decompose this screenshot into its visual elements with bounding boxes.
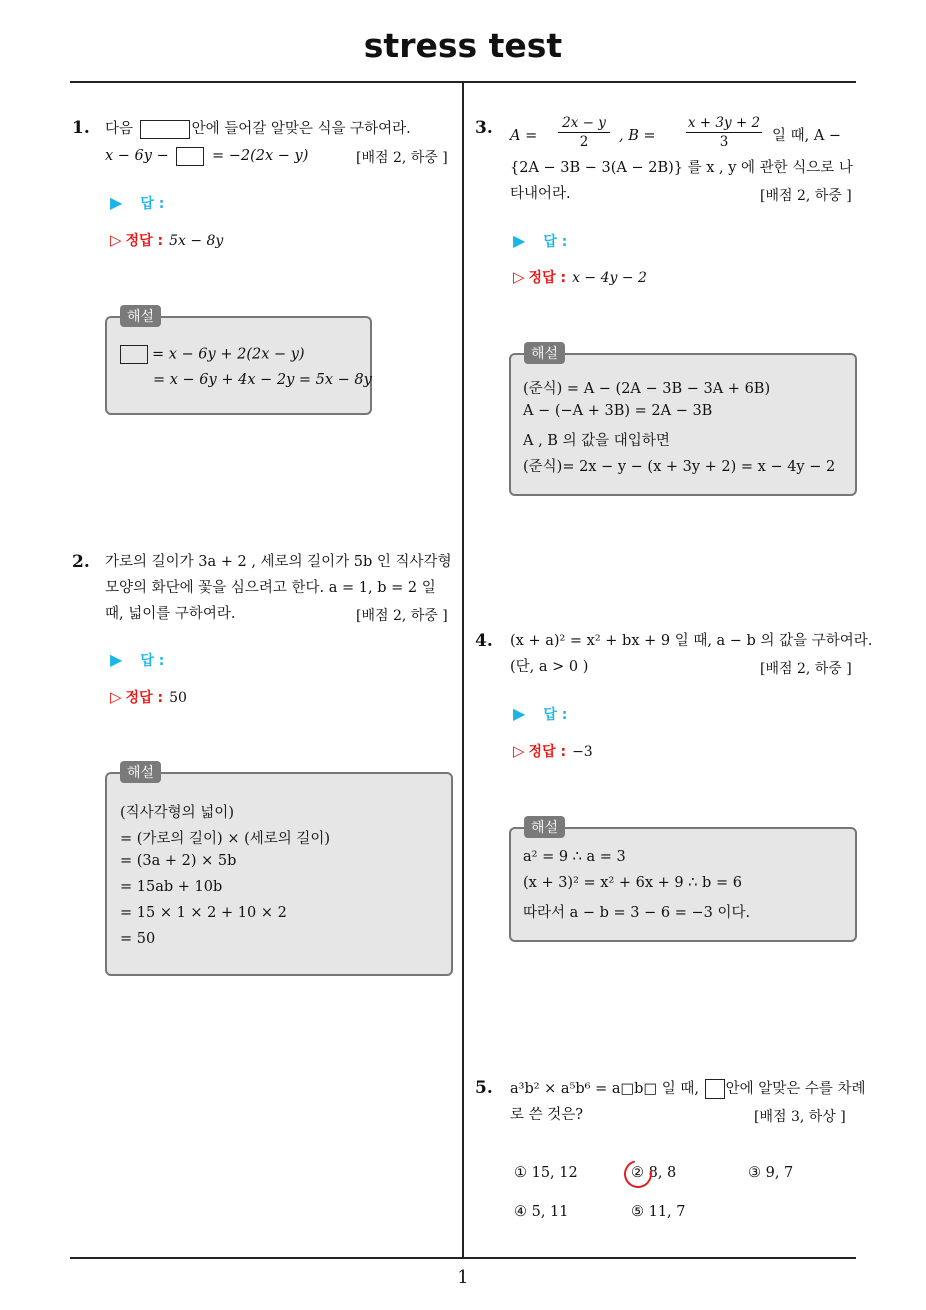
correct-answer-row: ▷ 정답 : x − 4y − 2 <box>513 268 647 286</box>
explanation-tag: 해설 <box>524 342 565 364</box>
play-outline-icon: ▷ <box>110 688 122 706</box>
question-text: {2A − 3B − 3(A − 2B)} 를 x , y 에 관한 식으로 나 <box>510 160 853 176</box>
column-divider <box>462 82 464 1258</box>
play-outline-icon: ▷ <box>513 742 525 760</box>
option-3[interactable]: ③ 9, 7 <box>748 1165 794 1181</box>
blank-box <box>176 147 204 166</box>
play-icon: ▶ <box>513 231 526 250</box>
question-text: 로 쓴 것은? <box>510 1107 584 1123</box>
explanation-line: (준식)= 2x − y − (x + 3y + 2) = x − 4y − 2 <box>523 459 836 475</box>
explanation-line: A , B 의 값을 대입하면 <box>523 433 670 449</box>
explanation-line: = (가로의 길이) × (세로의 길이) <box>120 831 331 847</box>
question-text: 가로의 길이가 3a + 2 , 세로의 길이가 5b 인 직사각형 <box>105 554 452 570</box>
explanation-box <box>509 353 857 496</box>
option-1[interactable]: ① 15, 12 <box>514 1165 578 1181</box>
explanation-line: (x + 3)² = x² + 6x + 9 ∴ b = 6 <box>523 875 742 891</box>
explanation-line: = x − 6y + 4x − 2y = 5x − 8y <box>153 372 372 388</box>
selected-circle-mark <box>619 1155 657 1193</box>
score-label: [배점 2, 하중 ] <box>356 150 448 166</box>
question-text: a³b² × a⁵b⁶ = a□b□ 일 때, 안에 알맞은 수를 차례 <box>510 1081 866 1097</box>
page-title: stress test <box>363 26 563 65</box>
question-number: 2. <box>72 552 90 572</box>
explanation-tag: 해설 <box>120 305 161 327</box>
question-text: 모양의 화단에 꽃을 심으려고 한다. a = 1, b = 2 일 <box>105 580 436 596</box>
explanation-line: A − (−A + 3B) = 2A − 3B <box>523 403 713 419</box>
explanation-box <box>509 827 857 942</box>
correct-answer-value: −3 <box>572 744 593 760</box>
question-text: 때, 넓이를 구하여라. <box>105 606 236 622</box>
answer-row: ▶ 답 : <box>110 650 165 669</box>
option-4[interactable]: ④ 5, 11 <box>514 1204 569 1220</box>
explanation-line: = x − 6y + 2(2x − y) <box>120 345 305 364</box>
fraction: x + 3y + 2 3 <box>687 115 761 150</box>
answer-row: ▶ 답 : <box>513 231 568 250</box>
explanation-box <box>105 316 372 415</box>
explanation-line: = 50 <box>120 931 156 947</box>
question-text: (x + a)² = x² + bx + 9 일 때, a − b 의 값을 구하여라. <box>510 633 873 649</box>
answer-row: ▶ 답 : <box>110 193 165 212</box>
score-label: [배점 3, 하상 ] <box>754 1109 846 1125</box>
play-icon: ▶ <box>513 704 526 723</box>
page-number: 1 <box>457 1267 469 1288</box>
option-2[interactable]: ② 8, 8 <box>631 1165 677 1181</box>
play-outline-icon: ▷ <box>513 268 525 286</box>
bottom-rule <box>70 1257 856 1259</box>
explanation-tag: 해설 <box>524 816 565 838</box>
explanation-line: = 15ab + 10b <box>120 879 223 895</box>
correct-answer-row: ▷ 정답 : 5x − 8y <box>110 231 224 249</box>
question-text: (단, a > 0 ) <box>510 659 589 675</box>
explanation-line: = (3a + 2) × 5b <box>120 853 237 869</box>
question-text: 일 때, A − <box>772 128 842 144</box>
play-icon: ▶ <box>110 650 123 669</box>
option-5[interactable]: ⑤ 11, 7 <box>631 1204 686 1220</box>
explanation-box <box>105 772 453 976</box>
score-label: [배점 2, 하중 ] <box>760 188 852 204</box>
question-number: 1. <box>72 118 90 138</box>
fraction-bar <box>686 132 762 133</box>
blank-box <box>705 1079 725 1099</box>
question-text: A = <box>510 128 538 144</box>
question-text: 타내어라. <box>510 186 571 202</box>
fraction: 2x − y 2 <box>558 115 610 150</box>
correct-answer-value: x − 4y − 2 <box>572 270 647 286</box>
score-label: [배점 2, 하중 ] <box>760 661 852 677</box>
blank-box <box>140 120 190 139</box>
correct-answer-value: 5x − 8y <box>169 233 224 249</box>
explanation-line: (직사각형의 넓이) <box>120 805 234 821</box>
question-equation: x − 6y − = −2(2x − y) <box>105 148 309 164</box>
fraction-bar <box>558 132 610 133</box>
correct-answer-row: ▷ 정답 : 50 <box>110 688 187 706</box>
explanation-line: 따라서 a − b = 3 − 6 = −3 이다. <box>523 905 751 921</box>
question-number: 3. <box>475 118 493 138</box>
explanation-tag: 해설 <box>120 761 161 783</box>
question-text: 다음 안에 들어갈 알맞은 식을 구하여라. <box>105 121 411 137</box>
correct-answer-value: 50 <box>169 690 187 706</box>
play-icon: ▶ <box>110 193 123 212</box>
blank-box <box>120 345 148 364</box>
correct-answer-row: ▷ 정답 : −3 <box>513 742 593 760</box>
explanation-line: = 15 × 1 × 2 + 10 × 2 <box>120 905 287 921</box>
question-text: , B = <box>619 128 656 144</box>
explanation-line: (준식) = A − (2A − 3B − 3A + 6B) <box>523 381 771 397</box>
question-number: 4. <box>475 631 493 651</box>
play-outline-icon: ▷ <box>110 231 122 249</box>
answer-row: ▶ 답 : <box>513 704 568 723</box>
explanation-line: a² = 9 ∴ a = 3 <box>523 849 626 865</box>
question-number: 5. <box>475 1078 493 1098</box>
score-label: [배점 2, 하중 ] <box>356 608 448 624</box>
